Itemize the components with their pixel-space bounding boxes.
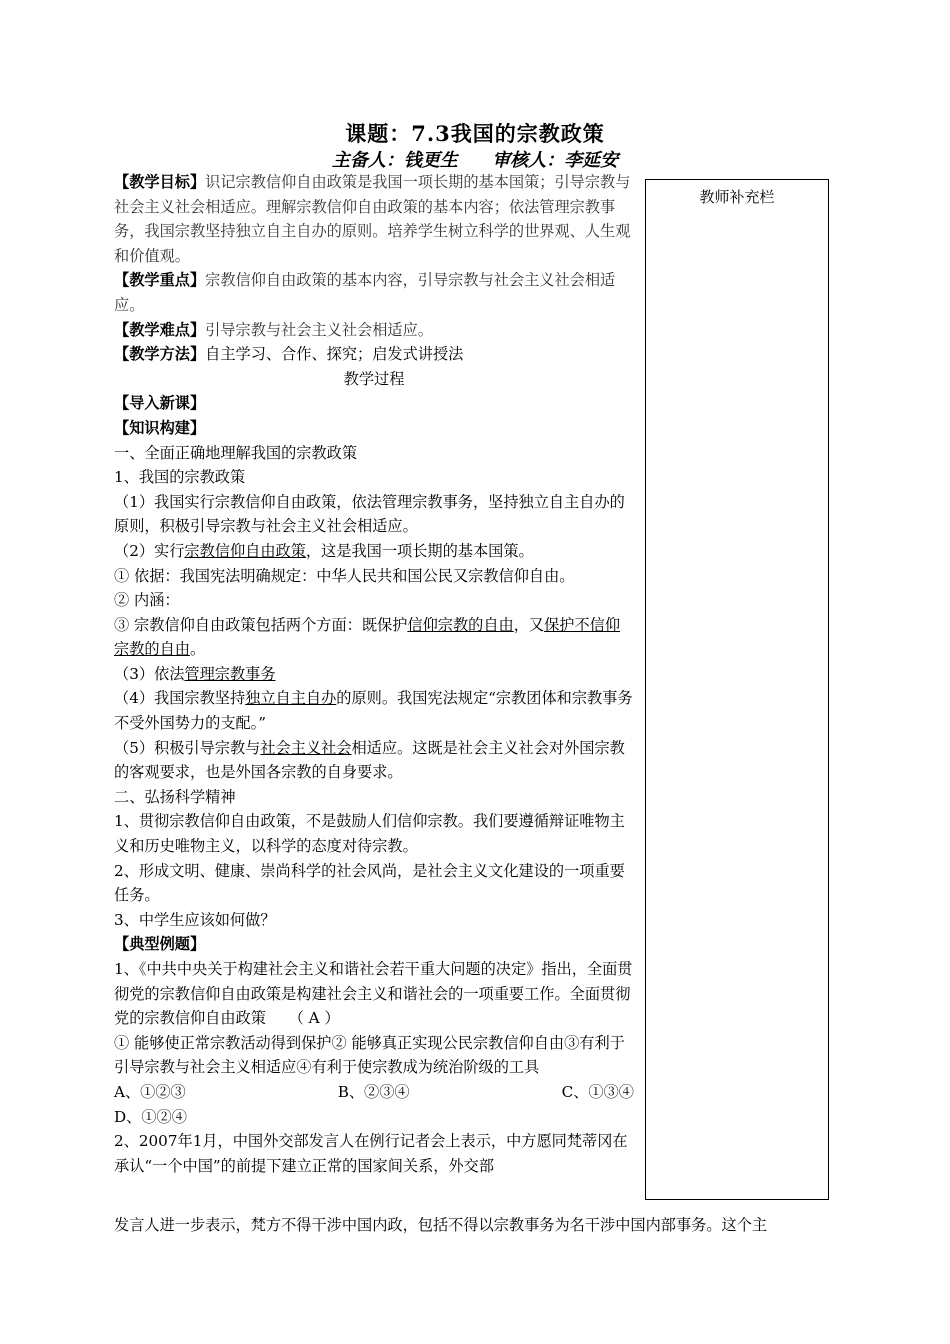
build-heading: 【知识构建】 <box>114 418 206 437</box>
example-q1-items: ① 能够使正常宗教活动得到保护② 能够真正实现公民宗教信仰自由③有利于引导宗教与社会主义相适应④有利于使宗教成为统治阶级的工具 <box>114 1033 625 1077</box>
reviewer: 审核人：李延安 <box>492 150 619 171</box>
section1-heading: 一、全面正确地理解我国的宗教政策 <box>114 443 357 462</box>
section1-p2b: ② 内涵： <box>114 591 180 610</box>
example-q1: 1、《中共中央关于构建社会主义和谐社会若干重大问题的决定》指出，全面贯彻党的宗教信仰自由政策是构建社会主义和谐社会的一项重要工作。全面贯彻党的宗教信仰自由政策 （ A ） <box>114 960 633 1028</box>
section1-p2c: ③ 宗教信仰自由政策包括两个方面：既保护信仰宗教的自由，又保护不信仰宗教的自由。 <box>114 615 621 659</box>
section1-p2: （2）实行宗教信仰自由政策，这是我国一项长期的基本国策。 <box>114 541 534 560</box>
teacher-notes-label: 教师补充栏 <box>699 188 775 206</box>
teaching-difficulties: 【教学难点】引导宗教与社会主义社会相适应。 <box>114 320 433 339</box>
page-title: 课题：7.3我国的宗教政策 <box>345 121 605 146</box>
example-q2-continued: 发言人进一步表示，梵方不得干涉中国内政，包括不得以宗教事务为名干涉中国内部事务。这个主 <box>114 1216 768 1234</box>
section2-p3: 3、中学生应该如何做？ <box>114 910 276 929</box>
section1-sub1: 1、我国的宗教政策 <box>114 468 246 487</box>
section1-p2a: ① 依据：我国宪法明确规定：中华人民共和国公民又宗教信仰自由。 <box>114 566 575 585</box>
example-q1-options <box>114 1080 634 1105</box>
teaching-methods: 【教学方法】自主学习、合作、探究；启发式讲授法 <box>114 345 464 364</box>
example-q2: 2、2007年1月，中国外交部发言人在例行记者会上表示，中方愿同梵蒂冈在承认“一个中国”的前提下建立正常的国家间关系，外交部 <box>114 1132 628 1175</box>
author-line <box>0 146 950 172</box>
teacher-notes-box <box>645 179 829 1200</box>
section1-p3: （3）依法管理宗教事务 <box>114 664 276 683</box>
teaching-key-points: 【教学重点】宗教信仰自由政策的基本内容，引导宗教与社会主义社会相适应。 <box>114 271 616 314</box>
lesson-body <box>114 170 634 1178</box>
section1-p4: （4）我国宗教坚持独立自主自办的原则。我国宪法规定“宗教团体和宗教事务不受外国势力的支配。” <box>114 689 633 733</box>
section2-p1: 1、贯彻宗教信仰自由政策，不是鼓励人们信仰宗教。我们要遵循辩证唯物主义和历史唯物主义，以科学的态度对待宗教。 <box>114 812 625 856</box>
section1-p5: （5）积极引导宗教与社会主义社会相适应。这既是社会主义社会对外国宗教的客观要求，也是外国各宗教的自身要求。 <box>114 738 625 782</box>
section2-heading: 二、弘扬科学精神 <box>114 787 236 806</box>
examples-heading: 【典型例题】 <box>114 935 206 954</box>
section1-p1: （1）我国实行宗教信仰自由政策，依法管理宗教事务，坚持独立自主自办的原则，积极引导宗教与社会主义社会相适应。 <box>114 492 625 536</box>
teaching-goals: 【教学目标】识记宗教信仰自由政策是我国一项长期的基本国策；引导宗教与社会主义社会相适应。理解宗教信仰自由政策的基本内容；依法管理宗教事务，我国宗教坚持独立自主自办的原则。培养学生树立科学的世界观、人生观和价值观。 <box>114 173 631 265</box>
option-c: C、①③④ <box>561 1082 634 1101</box>
section2-p2: 2、形成文明、健康、崇尚科学的社会风尚，是社会主义文化建设的一项重要任务。 <box>114 861 625 905</box>
main-author: 主备人：钱更生 <box>331 150 458 171</box>
intro-heading: 【导入新课】 <box>114 394 206 413</box>
option-b: B、②③④ <box>337 1082 410 1101</box>
process-heading: 教学过程 <box>343 369 405 388</box>
option-d: D、①②④ <box>114 1107 187 1126</box>
option-a: A、①②③ <box>114 1082 186 1101</box>
